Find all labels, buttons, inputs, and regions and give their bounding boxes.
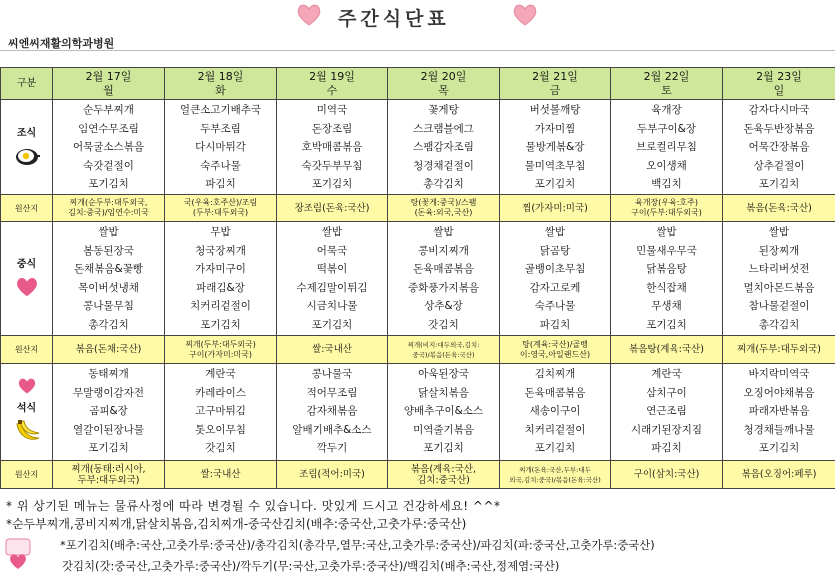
origin-cell: 육개장(우육:호주) 구이(두부:대두외국) xyxy=(611,195,723,222)
day-header: 2월 22일 토 xyxy=(611,68,723,100)
meal-cell: 얼큰소고기배추국 두부조림 다시마튀각 숙주나물 파김치 xyxy=(165,100,277,195)
origin-cell: 찌개(두부:대두외국) xyxy=(723,336,835,364)
note-disclaimer: * 위 상기된 메뉴는 물류사정에 따라 변경될 수 있습니다. 맛있게 드시고 건강하세요! ^^* xyxy=(6,499,501,513)
breakfast-label-cell xyxy=(1,100,53,195)
origin-cell: 조림(적어:미국) xyxy=(277,461,388,489)
origin-cell: 찌개(동태:러시아, 두부:대두외국) xyxy=(53,461,165,489)
page-title: 주간식단표 xyxy=(338,8,450,30)
heart-icon xyxy=(14,276,40,298)
meal-cell: 육개장 두부구이&장 브로컬리무침 오이생채 백김치 xyxy=(611,100,723,195)
meal-cell: 감자다시마국 돈육두반장볶음 어묵간장볶음 상추겉절이 포기김치 xyxy=(723,100,835,195)
meal-cell: 꽃게탕 스크램블에그 스팸감자조림 청경채겉절이 총각김치 xyxy=(388,100,500,195)
meal-cell: 쌀밥 된장찌개 느타리버섯전 멸치아몬드볶음 참나물겉절이 총각김치 xyxy=(723,222,835,336)
origin-cell: 구이(삼치:국산) xyxy=(611,461,723,489)
meal-cell: 미역국 돈장조림 호박매콤볶음 숙갓두부무침 포기김치 xyxy=(277,100,388,195)
lunch-row xyxy=(1,222,835,336)
title-bar xyxy=(0,0,835,32)
meal-cell: 순두부찌개 임연수무조림 어묵굴소스볶음 숙갓겉절이 포기김치 xyxy=(53,100,165,195)
meal-cell: 무밥 청국장찌개 가자미구이 파래김&장 치커리겉절이 포기김치 xyxy=(165,222,277,336)
day-header: 2월 20일 목 xyxy=(388,68,500,100)
meal-cell: 쌀밥 닭곰탕 골뱅이초무침 감자고로케 숙주나물 파김치 xyxy=(500,222,611,336)
origin-cell: 탕(계육:국산)/골뱅 이:영국,아일랜드산) xyxy=(500,336,611,364)
lunch-label-cell xyxy=(1,222,53,336)
meal-cell: 쌀밥 콩비지찌개 돈육매콤볶음 중화풍가지볶음 상추&장 갓김치 xyxy=(388,222,500,336)
meal-cell: 김치찌개 돈육매콤볶음 새송이구이 치커리겉절이 포기김치 xyxy=(500,364,611,461)
meal-cell: 계란국 삼치구이 연근조림 시래기된장지짐 파김치 xyxy=(611,364,723,461)
meal-cell: 동태찌개 무말랭이감자전 곰피&장 열갈이된장나물 포기김치 xyxy=(53,364,165,461)
origin-cell: 장조림(돈육:국산) xyxy=(277,195,388,222)
header-row xyxy=(1,68,835,100)
meal-cell: 버섯볼깨탕 가자미찜 물방게볶&장 물미역초무침 포기김치 xyxy=(500,100,611,195)
divider xyxy=(0,50,835,51)
origin-cell: 찌개(비지:대두외국,김치: 중국)/볶음(돈육:국산) xyxy=(388,336,500,364)
day-header: 2월 19일 수 xyxy=(277,68,388,100)
meal-label: 중식 xyxy=(16,259,37,270)
origin-cell: 찌개(돈육:국산,두부:대두 외국,김치:중국)/볶음(돈육:국산) xyxy=(500,461,611,489)
origin-cell: 쌀:국내산 xyxy=(165,461,277,489)
note-chinese-kimchi: *순두부찌개,콩비지찌개,닭살치볶음,김치찌개-중국산김치(배추:중국산,고춧가루:중국산) xyxy=(6,517,467,531)
origin-label: 원산지 xyxy=(1,461,53,489)
origin-cell: 국(우육:호주산)/조림 (두부:대두외국) xyxy=(165,195,277,222)
origin-cell: 탕(꽃게:중국)/스팸 (돈육:외국,국산) xyxy=(388,195,500,222)
meal-cell: 쌀밥 봄동된장국 돈채볶음&꽃빵 목이버섯냉채 콩나물무침 총각김치 xyxy=(53,222,165,336)
day-header: 2월 18일 화 xyxy=(165,68,277,100)
origin-cell: 찜(가자미:미국) xyxy=(500,195,611,222)
origin-cell: 볶음탕(계육:국산) xyxy=(611,336,723,364)
gubun-header: 구분 xyxy=(1,68,53,100)
heart-icon xyxy=(296,3,322,27)
origin-cell: 찌개(순두부:대두외국, 김치:중국)/임연수:미국 xyxy=(53,195,165,222)
heart-icon xyxy=(17,377,37,395)
meal-cell: 바지락미역국 오징어야채볶음 파래자반볶음 청경채들깨나물 포기김치 xyxy=(723,364,835,461)
hospital-name: 씨엔씨재활의학과병원 xyxy=(8,37,115,50)
dinner-origin-row xyxy=(1,461,835,489)
origin-cell: 볶음(계육:국산, 김치:중국산) xyxy=(388,461,500,489)
weekly-menu-table xyxy=(0,67,835,489)
meal-cell: 쌀밥 민물새우무국 닭볶음탕 한식잡채 무생채 포기김치 xyxy=(611,222,723,336)
notes-section xyxy=(0,497,835,580)
heart-icon xyxy=(512,3,538,27)
meal-cell: 아욱된장국 닭살치볶음 양배추구이&소스 미역줄기볶음 포기김치 xyxy=(388,364,500,461)
meal-cell: 계란국 카레라이스 고구마튀김 톳오이무침 갓김치 xyxy=(165,364,277,461)
day-header: 2월 21일 금 xyxy=(500,68,611,100)
note-kimchi-origin-2: 갓김치(갓:중국산,고춧가루:중국산)/깍두기(무:국산,고춧가루:중국산)/백김치(배추:국산,정제염:국산) xyxy=(62,559,560,573)
meal-cell: 쌀밥 어묵국 떡볶이 수제김말이튀김 시금치나물 포기김치 xyxy=(277,222,388,336)
note-kimchi-origin: *포기김치(배추:국산,고춧가루:중국산)/총각김치(총각무,열무:국산,고춧가루:중국산)/파김치(파:중국산,고춧가루:중국산) xyxy=(60,538,655,552)
breakfast-origin-row xyxy=(1,195,835,222)
origin-cell: 찌개(두부:대두외국) 구이(가자미:미국) xyxy=(165,336,277,364)
meal-label: 조식 xyxy=(16,127,37,139)
banana-icon xyxy=(13,418,41,444)
day-header: 2월 17일 월 xyxy=(53,68,165,100)
origin-label: 원산지 xyxy=(1,195,53,222)
origin-cell: 볶음(오징어:페루) xyxy=(723,461,835,489)
origin-cell: 볶음(돈채:국산) xyxy=(53,336,165,364)
fried-egg-icon xyxy=(14,145,40,167)
origin-cell: 볶음(돈육:국산) xyxy=(723,195,835,222)
dinner-label-cell xyxy=(1,364,53,461)
meal-cell: 콩나물국 적어무조림 감자채볶음 알배기배추&소스 깍두기 xyxy=(277,364,388,461)
lunch-origin-row xyxy=(1,336,835,364)
breakfast-row xyxy=(1,100,835,195)
dinner-row xyxy=(1,364,835,461)
meal-label: 석식 xyxy=(16,402,37,414)
origin-label: 원산지 xyxy=(1,336,53,364)
heart-icon xyxy=(4,535,34,573)
day-header: 2월 23일 일 xyxy=(723,68,835,100)
origin-cell: 쌀:국내산 xyxy=(277,336,388,364)
